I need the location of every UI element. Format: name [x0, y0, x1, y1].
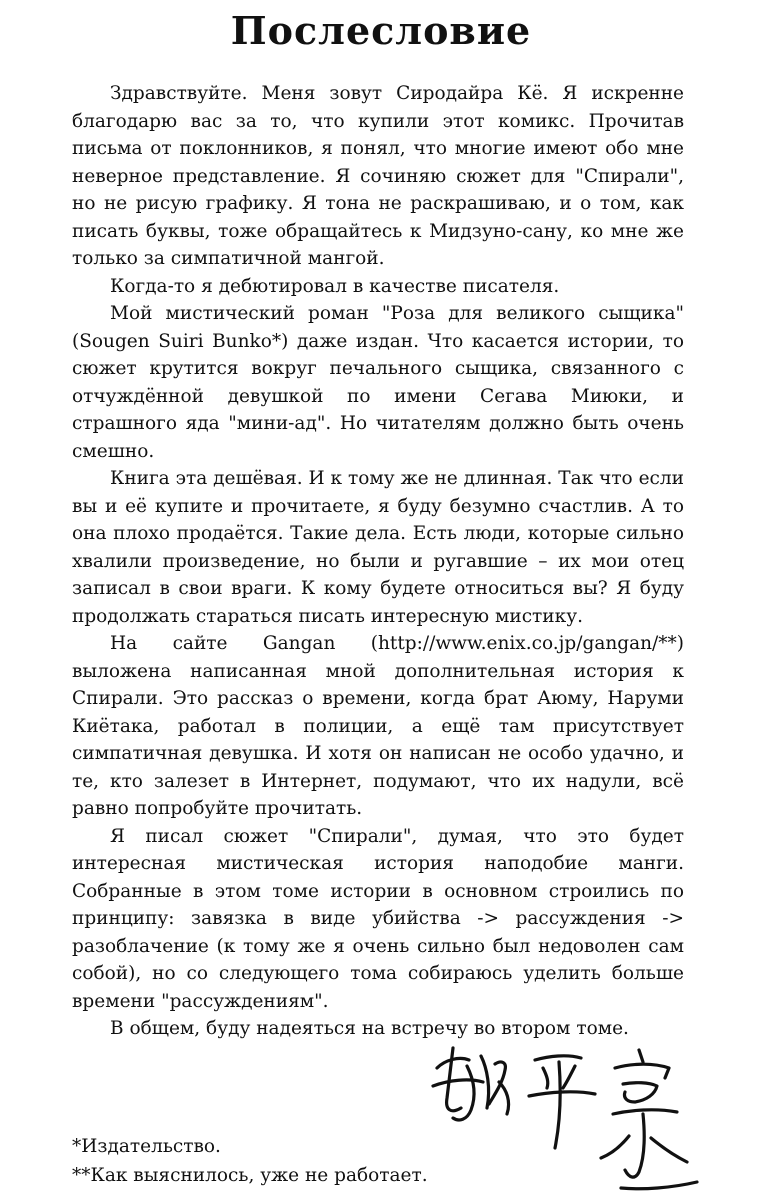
- paragraph: Я писал сюжет "Спирали", думая, что это будет интересная мистическая история наподобие манги. Собранные в этом томе истории в основном строились по принципу: завязка в виде убийства -> рассуждения -> разоблачение (к тому же я очень сильно был недоволен сам собой), но со следующего тома собираюсь уделить больше времени "рассуждениям".: [72, 825, 684, 1012]
- paragraph: В общем, буду надеяться на встречу во втором томе.: [110, 1018, 629, 1039]
- afterword-body: [72, 80, 684, 1043]
- paragraph: Здравствуйте. Меня зовут Сиродайра Кё. Я искренне благодарю вас за то, что купили этот комикс. Прочитав письма от поклонников, я понял, что многие имеют обо мне неверное представление. Я сочиняю сюжет для "Спирали", но не рисую графику. Я тона не раскрашиваю, и о том, как писать буквы, тоже обращайтесь к Мидзуно-сану, ко мне же только за симпатичной мангой.: [72, 83, 684, 269]
- footnotes: [72, 1132, 472, 1190]
- paragraph: Книга эта дешёвая. И к тому же не длинная. Так что если вы и её купите и прочитаете, я буду безумно счастлив. А то она плохо продаётся. Такие дела. Есть люди, которые сильно хвалили произведение, но были и ругавшие – их мои отец записал в свои враги. К кому будете относиться вы? Я буду продолжать стараться писать интересную мистику.: [72, 468, 684, 627]
- footnote: *Издательство.: [72, 1136, 221, 1157]
- paragraph: Когда-то я дебютировал в качестве писателя.: [110, 275, 560, 297]
- paragraph: На сайте Gangan (http://www.enix.co.jp/gangan/**) выложена написанная мной дополнительная история к Спирали. Это рассказ о времени, когда брат Аюму, Наруми Киётака, работал в полиции, а ещё там присутствует симпатичная девушка. И хотя он написан не особо удачно, и те, кто залезет в Интернет, подумают, что их надули, всё равно попробуйте прочитать.: [72, 633, 684, 819]
- page-title: Послесловие: [230, 8, 532, 53]
- paragraph: Мой мистический роман "Роза для великого сыщика" (Sougen Suiri Bunko*) даже издан. Что касается истории, то сюжет крутится вокруг печального сыщика, связанного с отчуждённой девушкой по имени Сегава Миюки, и страшного яда "мини-ад". Но читателям должно быть очень смешно.: [72, 303, 684, 462]
- footnote: **Как выяснилось, уже не работает.: [72, 1165, 428, 1186]
